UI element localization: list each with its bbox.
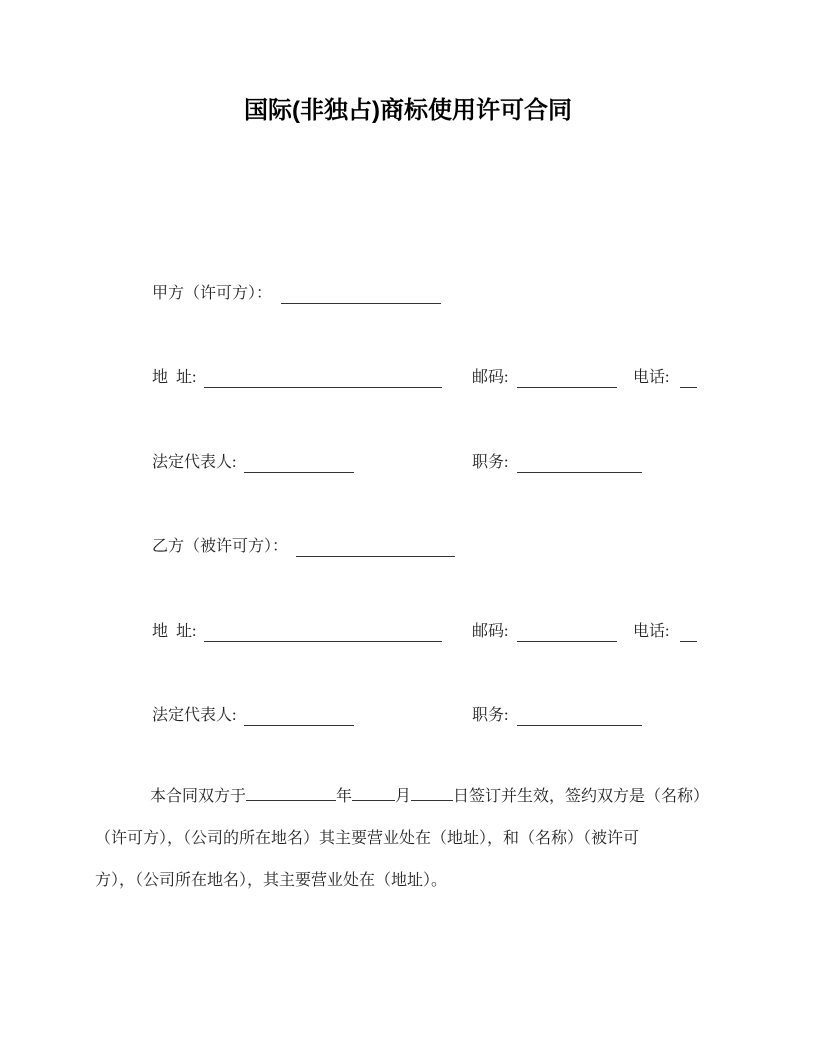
party-a-position-label: 职务: bbox=[472, 454, 509, 471]
closing-line-2: （许可方），（公司的所在地名）其主要营业处在（地址），和（名称）（被许可 bbox=[95, 830, 640, 847]
party-a-address-label: 地 址: bbox=[152, 369, 197, 386]
party-b-postcode-blank[interactable] bbox=[517, 622, 617, 642]
party-a-phone-label: 电话: bbox=[633, 369, 670, 386]
party-a-legal-rep-label: 法定代表人: bbox=[152, 454, 237, 471]
party-a-postcode-label: 邮码: bbox=[472, 369, 509, 386]
party-a-postcode-blank[interactable] bbox=[517, 368, 617, 388]
party-b-legal-rep-blank[interactable] bbox=[244, 706, 354, 726]
party-b-name-blank[interactable] bbox=[296, 537, 455, 557]
month-label: 月 bbox=[395, 788, 412, 805]
party-b-position-label: 职务: bbox=[472, 707, 509, 724]
party-b-postcode-label: 邮码: bbox=[472, 623, 509, 640]
party-a-address-blank[interactable] bbox=[204, 368, 442, 388]
closing-line-3: 方），（公司所在地名），其主要营业处在（地址）。 bbox=[95, 872, 448, 889]
page-title: 国际(非独占)商标使用许可合同 bbox=[244, 97, 572, 124]
day-blank[interactable] bbox=[411, 786, 453, 801]
year-label: 年 bbox=[336, 788, 353, 805]
party-b-phone-blank[interactable] bbox=[680, 622, 697, 642]
party-a-name-blank[interactable] bbox=[281, 284, 441, 304]
closing-line-1 bbox=[150, 786, 709, 808]
month-blank[interactable] bbox=[352, 786, 395, 801]
closing-line-1-text-parties: 日签订并生效，签约双方是（名称） bbox=[453, 788, 710, 805]
party-b-address-label: 地 址: bbox=[152, 623, 197, 640]
party-a-position-blank[interactable] bbox=[517, 453, 642, 473]
party-b-legal-rep-label: 法定代表人: bbox=[152, 707, 237, 724]
party-b-phone-label: 电话: bbox=[633, 623, 670, 640]
party-b-name-label: 乙方（被许可方）： bbox=[152, 538, 289, 555]
closing-line-1-text-signed-on: 本合同双方于 bbox=[150, 788, 247, 805]
party-b-address-blank[interactable] bbox=[204, 622, 442, 642]
party-a-name-label: 甲方（许可方）： bbox=[152, 285, 273, 302]
year-blank[interactable] bbox=[246, 786, 336, 801]
party-a-phone-blank[interactable] bbox=[680, 368, 697, 388]
party-b-position-blank[interactable] bbox=[517, 706, 642, 726]
party-a-legal-rep-blank[interactable] bbox=[244, 453, 354, 473]
